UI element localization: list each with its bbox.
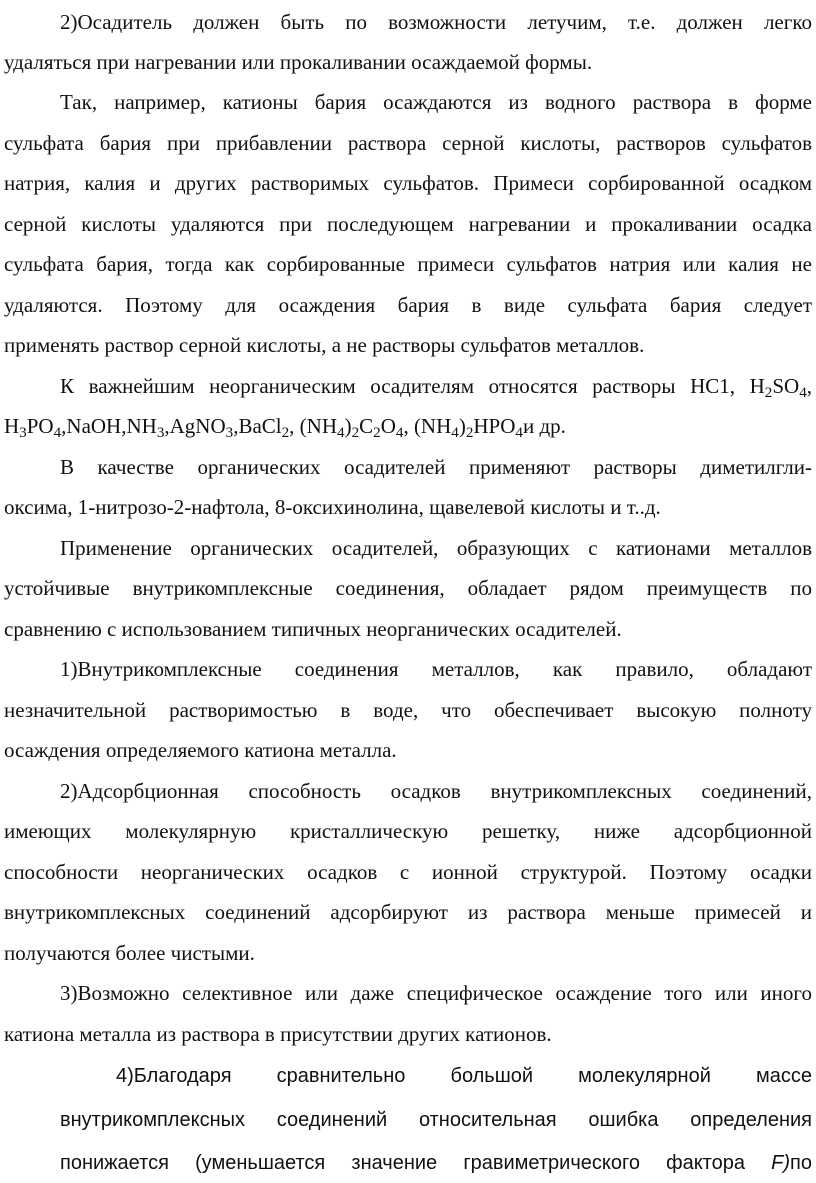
p6-line-1: 1)Внутрикомплексные соединения металлов, как правило, обладают — [60, 657, 812, 681]
p1-line-2: удаляться при нагревании или прокаливании осаждаемой формы. — [4, 50, 593, 74]
p1-line-1: 2)Осадитель должен быть по возможности летучим, т.е. должен легко — [60, 10, 812, 34]
p2-line-1: Так, например, катионы бария осаждаются из водного раствора в форме — [60, 90, 812, 114]
p5-line-3: сравнению с использованием типичных неорганических осадителей. — [4, 617, 622, 641]
p7-line-3: способности неорганических осадков с ионной структурой. Поэтому осадки — [4, 860, 812, 884]
p2-line-6: удаляются. Поэтому для осаждения бария в виде сульфата бария следует — [4, 293, 812, 317]
p7-line-4: внутрикомплексных соединений адсорбируют из раствора меньше примесей и — [4, 900, 812, 924]
p9-line-2: внутрикомплексных соединений относительная ошибка определения — [60, 1109, 812, 1131]
p2-line-4: серной кислоты удаляются при последующем нагревании и прокаливании осадка — [4, 212, 812, 236]
p2-line-3: натрия, калия и других растворимых сульфатов. Примеси сорбированной осадком — [4, 171, 812, 195]
p7-line-2: имеющих молекулярную кристаллическую решетку, ниже адсорбционной — [4, 819, 812, 843]
p7-line-1: 2)Адсорбционная способность осадков внутрикомплексных соединений, — [60, 779, 812, 803]
p2-line-7: применять раствор серной кислоты, а не растворы сульфатов металлов. — [4, 333, 645, 357]
p8-line-2: катиона металла из раствора в присутствии других катионов. — [4, 1022, 552, 1046]
p6-line-2: незначительной растворимостью в воде, что обеспечивает высокую полноту — [4, 698, 812, 722]
p4-line-2: оксима, 1-нитрозо-2-нафтола, 8-оксихинолина, щавелевой кислоты и т..д. — [4, 495, 661, 519]
p7-line-5: получаются более чистыми. — [4, 941, 255, 965]
p4-line-1: В качестве органических осадителей применяют растворы диметилгли- — [60, 455, 812, 479]
p2-line-2: сульфата бария при прибавлении раствора серной кислоты, растворов сульфатов — [4, 131, 812, 155]
p3-line-2: $H_3PO_4,NaOH,NH_3,AgNO_3,BaCl_2$, $(NH_4)_2C_2O_4$, $(NH_4)_2HPO_4и$ др. — [4, 414, 566, 442]
p9-line-1: 4)Благодаря сравнительно большой молекулярной массе — [116, 1065, 812, 1087]
p5-line-1: Применение органических осадителей, образующих с катионами металлов — [60, 536, 812, 560]
p6-line-3: осаждения определяемого катиона металла. — [4, 738, 397, 762]
p3-line-1: К важнейшим неорганическим осадителям относятся растворы НС1, $Н_2SO_4$, — [60, 374, 812, 402]
p2-line-5: сульфата бария, тогда как сорбированные примеси сульфатов натрия или калия не — [4, 252, 812, 276]
p5-line-2: устойчивые внутрикомплексные соединения, обладает рядом преимуществ по — [4, 576, 812, 600]
p8-line-1: 3)Возможно селективное или даже специфическое осаждение того или иного — [60, 981, 812, 1005]
p9-line-3: понижается (уменьшается значение гравиметрического фактора F)по — [60, 1152, 812, 1174]
